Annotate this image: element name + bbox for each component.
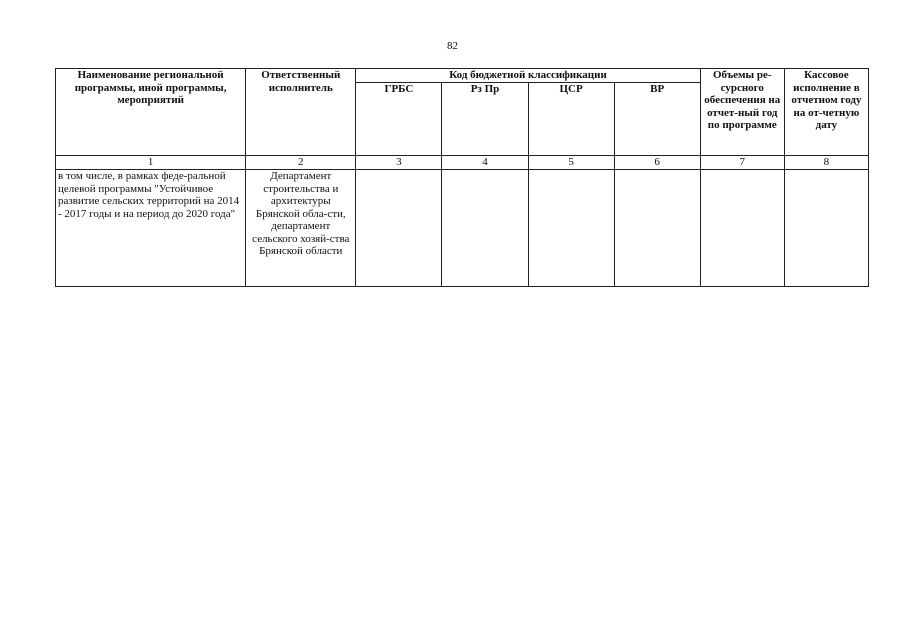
column-number: 2: [246, 156, 356, 170]
header-vr: ВР: [614, 83, 700, 156]
header-rzpr: Рз Пр: [442, 83, 528, 156]
header-row: [56, 69, 869, 83]
rzpr-cell: [442, 170, 528, 287]
column-number: 6: [614, 156, 700, 170]
page-number: 82: [447, 40, 458, 52]
header-resource-volume: Объемы ре-сурсного обеспечения на отчет-ный год по программе: [700, 69, 784, 156]
column-number: 5: [528, 156, 614, 170]
resource-volume-cell: [700, 170, 784, 287]
header-responsible-executor: Ответственный исполнитель: [246, 69, 356, 156]
header-cash-execution: Кассовое исполнение в отчетном году на от-четную дату: [784, 69, 868, 156]
table-row: [56, 170, 869, 287]
csr-cell: [528, 170, 614, 287]
header-program-name: Наименование региональной программы, иной программы, мероприятий: [56, 69, 246, 156]
column-number: 1: [56, 156, 246, 170]
column-number: 8: [784, 156, 868, 170]
grbs-cell: [356, 170, 442, 287]
program-name-cell: в том числе, в рамках феде-ральной целевой программы "Устойчивое развитие сельских территорий на 2014 - 2017 годы и на период до 2020 года": [56, 170, 246, 287]
header-grbs: ГРБС: [356, 83, 442, 156]
program-table: [55, 68, 869, 287]
header-budget-classification-code: Код бюджетной классификации: [356, 69, 700, 83]
column-number: 3: [356, 156, 442, 170]
cash-execution-cell: [784, 170, 868, 287]
column-number-row: [56, 156, 869, 170]
responsible-executor-cell: Департамент строительства и архитектуры Брянской обла-сти, департамент сельского хозяй-ства Брянской области: [246, 170, 356, 287]
column-number: 4: [442, 156, 528, 170]
vr-cell: [614, 170, 700, 287]
column-number: 7: [700, 156, 784, 170]
header-csr: ЦСР: [528, 83, 614, 156]
